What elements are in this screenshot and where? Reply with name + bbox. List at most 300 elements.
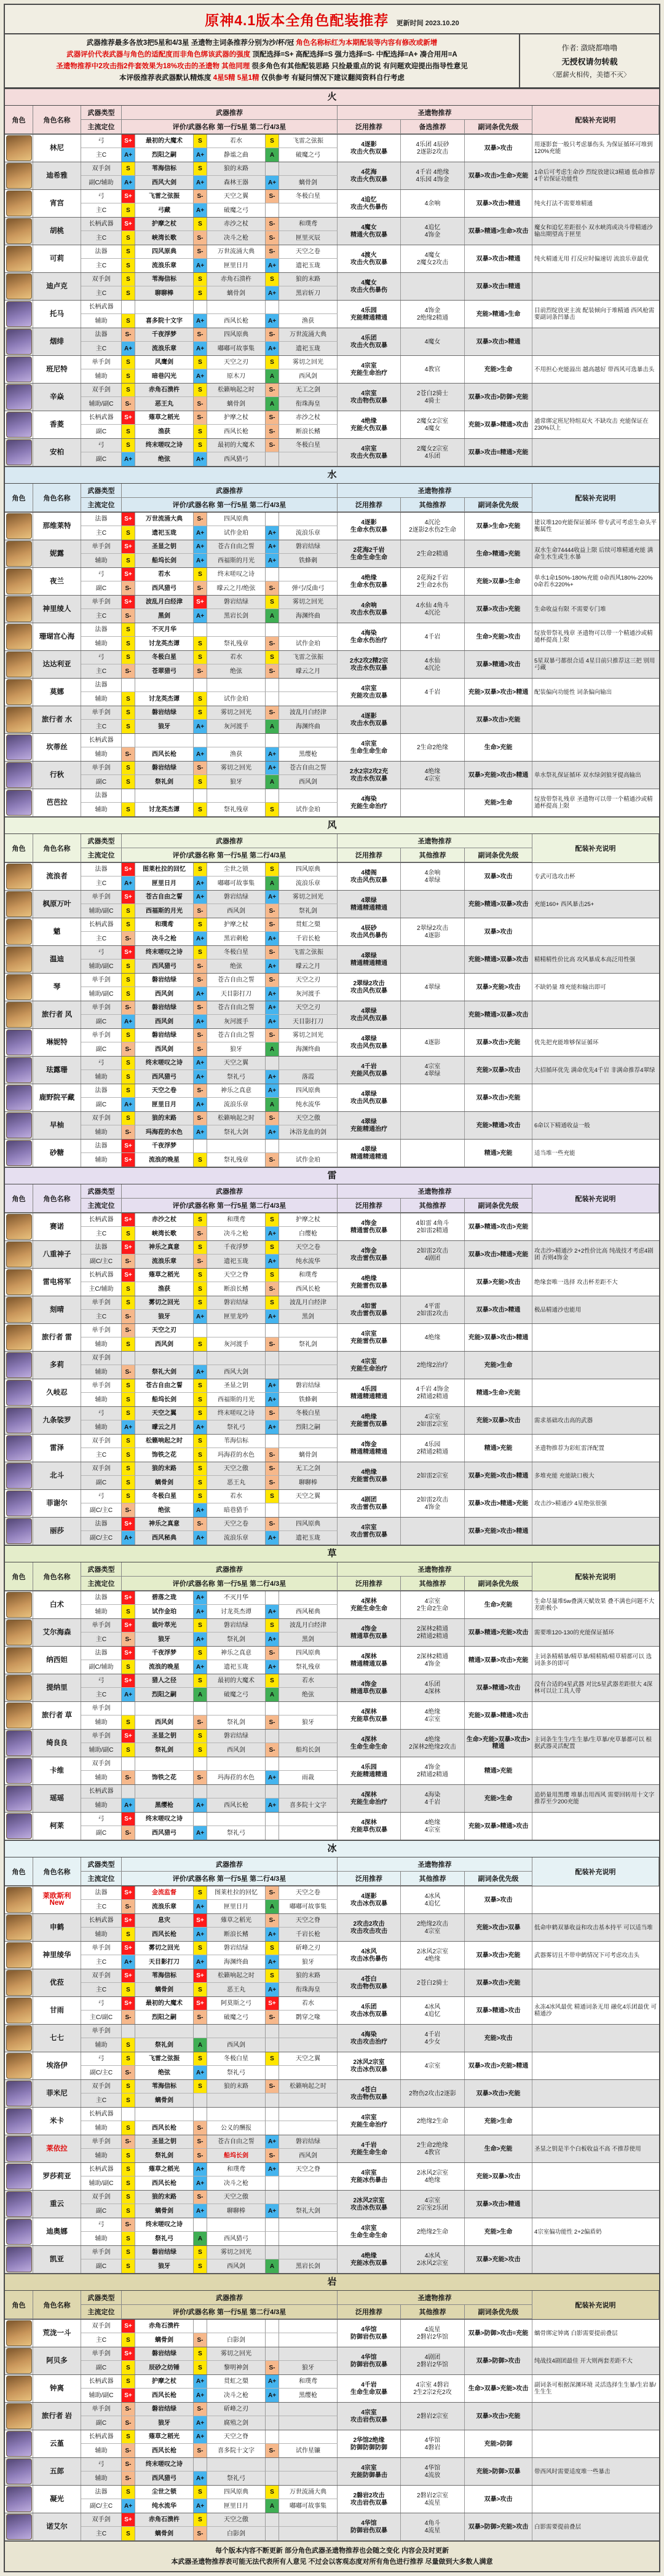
- weapon-type: 单手剑: [81, 1942, 122, 1955]
- rating-badge: S: [122, 803, 135, 816]
- artifact-mainstats: 攻击火伤暴伤: [350, 203, 387, 211]
- weapon-name: 灰河渡手: [279, 987, 338, 1001]
- artifact-alt-line: 4流星: [424, 2326, 441, 2333]
- weapon-type: 弓: [81, 568, 122, 581]
- rating-badge: A+: [194, 1798, 207, 1812]
- rating-badge: [266, 679, 279, 692]
- rating-badge: [266, 2246, 279, 2259]
- artifact-set: 4绝缘: [361, 1413, 377, 1420]
- artifact-alternatives: [401, 918, 465, 945]
- rating-badge: S-: [122, 1324, 135, 1337]
- weapon-name: 最初的大魔术: [207, 439, 266, 452]
- artifact-mainstats: 精通草伤双暴: [350, 1688, 387, 1695]
- artifact-set: 4余响: [361, 602, 377, 609]
- weapon-name: 西风剑: [207, 904, 266, 918]
- character-row: [5, 190, 659, 218]
- rating-badge: S: [122, 2080, 135, 2093]
- avatar-portrait: [6, 2459, 32, 2484]
- weapon-type: 法器: [81, 513, 122, 526]
- rating-badge: [194, 2320, 207, 2333]
- rating-badge: S: [122, 775, 135, 789]
- weapon-name: [279, 1503, 338, 1517]
- rating-badge: S: [122, 2121, 135, 2135]
- rating-badge: S: [266, 1269, 279, 1282]
- character-name-text: 八重神子: [42, 1250, 71, 1258]
- rating-badge: S: [194, 2361, 207, 2374]
- artifact-set: 4逐影: [361, 141, 377, 148]
- weapon-name: 饰铁之花: [135, 1448, 194, 1462]
- rating-badge: S: [266, 1969, 279, 1983]
- weapon-name: 祭礼大剑: [279, 2204, 338, 2218]
- column-header-cell: 泛用推荐: [338, 498, 401, 512]
- character-name-text: 琴: [53, 983, 61, 991]
- rating-badge: A+: [266, 176, 279, 189]
- artifact-set: 4宗室: [361, 740, 377, 747]
- rating-badge: S-: [266, 1886, 279, 1900]
- artifact-alternatives: [401, 1619, 465, 1646]
- artifact-set: 4魔女: [361, 224, 377, 231]
- rating-badge: S+: [122, 1269, 135, 1282]
- supplementary-note: [532, 1324, 659, 1351]
- artifact-mainstats: 防御岩伤双暴: [350, 2527, 387, 2534]
- character-row: [5, 1213, 659, 1241]
- rating-badge: S-: [194, 2135, 207, 2149]
- character-avatar: [5, 789, 33, 816]
- weapon-name: 贯虹之槊: [279, 918, 338, 932]
- rating-badge: S-: [122, 1042, 135, 1056]
- rating-badge: A+: [194, 891, 207, 904]
- character-name-text: 枫原万叶: [42, 900, 71, 908]
- weapon-name: 西风猎弓: [135, 959, 194, 973]
- rating-badge: S: [122, 356, 135, 369]
- column-header: [5, 1184, 659, 1213]
- column-header-cell: 角色: [5, 484, 33, 512]
- weapon-name: 嘟嘟可故事集: [207, 876, 266, 890]
- artifact-alt-line: 2如雷2宗室: [416, 1472, 449, 1479]
- character-avatar: [5, 596, 33, 623]
- rating-badge: S-: [194, 2011, 207, 2024]
- avatar-portrait: [6, 1380, 32, 1406]
- character-name-text: 芭芭拉: [46, 798, 68, 806]
- weapon-name: 狼牙: [135, 1633, 194, 1646]
- weapon-name: 天空之刃: [279, 1001, 338, 1015]
- artifact-set: 2冰风2宗室: [353, 2058, 385, 2066]
- artifact-general: [338, 623, 401, 650]
- weapon-name: 流浪乐章: [207, 1098, 266, 1111]
- artifact-alt-line: 2磐岩2宗室: [416, 2413, 449, 2420]
- artifact-set: 4深林: [361, 1791, 377, 1798]
- weapon-name: 纯水流华: [279, 1098, 338, 1111]
- supplementary-note: [532, 706, 659, 733]
- column-header-cell: 武器类型: [81, 1562, 122, 1577]
- avatar-portrait: [6, 1970, 32, 1996]
- avatar-portrait: [6, 1887, 32, 1913]
- role-position: 辅助: [81, 1125, 122, 1139]
- character-name: [33, 734, 81, 761]
- role-position: 副C: [81, 452, 122, 466]
- role-position: 主C: [81, 148, 122, 162]
- column-header-cell: 评价/武器名称 第一行5星 第二行4/3星: [122, 1872, 338, 1886]
- weapon-name: [207, 2108, 266, 2121]
- rating-badge: S-: [266, 1518, 279, 1531]
- weapon-name: [279, 513, 338, 526]
- rating-badge: S-: [194, 1001, 207, 1015]
- artifact-general: [338, 1407, 401, 1434]
- role-position: 副C: [81, 2259, 122, 2273]
- role-position: 主C: [81, 1983, 122, 1996]
- weapon-name: 黑缨枪: [279, 2389, 338, 2402]
- avatar-portrait: [6, 2403, 32, 2429]
- weapon-name: 天目影打刀: [135, 1955, 194, 1969]
- weapon-name: 天空之刃: [279, 974, 338, 987]
- character-avatar: [5, 1213, 33, 1240]
- rating-badge: S: [122, 1282, 135, 1296]
- artifact-alt-line: 4绝缘: [424, 1736, 441, 1743]
- avatar-portrait: [6, 2164, 32, 2189]
- artifact-alternatives: [401, 301, 465, 328]
- weapon-name: 天空之卷: [279, 245, 338, 259]
- character-row: [5, 1057, 659, 1084]
- column-header-cell: 角色名称: [33, 2291, 81, 2319]
- weapon-name: 西风长枪: [207, 1798, 266, 1812]
- character-avatar: [5, 301, 33, 328]
- avatar-portrait: [6, 974, 32, 1000]
- weapon-name: 西风秘典: [279, 1605, 338, 1618]
- weapon-name: [279, 2232, 338, 2245]
- weapon-type: 单手剑: [81, 1702, 122, 1715]
- weapon-name: 千岩长枪: [279, 1928, 338, 1941]
- artifact-general: [338, 2052, 401, 2079]
- artifact-set: 2花海2千岩: [353, 546, 385, 554]
- supplementary-note: [532, 1757, 659, 1784]
- weapon-name: 斫峰之刃: [279, 1942, 338, 1955]
- rating-badge: A+: [194, 1928, 207, 1941]
- artifact-mainstats: 精通精通双暴: [350, 1660, 387, 1668]
- avatar-portrait: [6, 1408, 32, 1433]
- artifact-alternatives: [401, 2486, 465, 2513]
- character-name-text: 早柚: [50, 1121, 64, 1129]
- weapon-name: [279, 1352, 338, 1365]
- column-header-cell: 评价/武器名称 第一行5星 第二行4/3星: [122, 120, 338, 134]
- note-line: [9, 73, 515, 84]
- weapon-name: 烈阳之嗣: [135, 1688, 194, 1701]
- substat-priority: 充能>双暴>攻击: [465, 1057, 532, 1084]
- artifact-alt-line: 2绝缘2治疗: [416, 1361, 449, 1369]
- rating-badge: S+: [122, 1674, 135, 1688]
- character-avatar: [5, 2486, 33, 2513]
- character-name-text: 妮露: [50, 549, 64, 557]
- weapon-name: 碧落之珑: [135, 1591, 194, 1605]
- character-name: [33, 1352, 81, 1379]
- role-position: 主C: [81, 664, 122, 678]
- rating-badge: S: [122, 1462, 135, 1476]
- artifact-mainstats: 充能生命治疗: [350, 369, 387, 377]
- rating-badge: S: [122, 706, 135, 720]
- character-row: [5, 891, 659, 918]
- rating-badge: S: [194, 1269, 207, 1282]
- rating-badge: A+: [194, 2472, 207, 2485]
- weapon-name: 护摩之杖: [207, 918, 266, 932]
- character-row: [5, 651, 659, 679]
- weapon-name: 冬极白星: [135, 651, 194, 664]
- weapon-name: 狼牙: [279, 1955, 338, 1969]
- artifact-general: [338, 1886, 401, 1913]
- rating-badge: A+: [194, 314, 207, 328]
- character-name: [33, 1730, 81, 1757]
- weapon-name: 雾切之回光: [207, 706, 266, 720]
- weapon-type: 弓: [81, 1813, 122, 1826]
- artifact-general: [338, 2347, 401, 2374]
- note-segment: 圣遗物推荐中2攻击指2件套效果为18%攻击的圣遗物 其他同理: [56, 63, 252, 70]
- artifact-mainstats: 攻击风伤双暴: [350, 1098, 387, 1105]
- character-row: [5, 762, 659, 789]
- weapon-name: 雾切之回光: [279, 891, 338, 904]
- character-row: [5, 1674, 659, 1702]
- weapon-name: 西风剑: [207, 2259, 266, 2273]
- rating-badge: S: [266, 2052, 279, 2066]
- artifact-alternatives: [401, 1757, 465, 1784]
- character-name-text: 绮良良: [46, 1739, 68, 1747]
- artifact-set: 4翠绿: [361, 1035, 377, 1042]
- rating-badge: A+: [194, 148, 207, 162]
- weapon-name: 祭礼弓: [207, 2472, 266, 2485]
- character-name-text: 菲谢尔: [46, 1499, 68, 1507]
- artifact-alt-line: 4魔女: [424, 338, 441, 345]
- rating-badge: [266, 1730, 279, 1743]
- rating-badge: S: [194, 692, 207, 706]
- column-header-cell: 角色: [5, 834, 33, 862]
- rating-badge: [194, 734, 207, 747]
- column-header-cell: 评价/武器名称 第一行5星 第二行4/3星: [122, 498, 338, 512]
- artifact-mainstats: 充能生命生命: [350, 2149, 387, 2156]
- role-position: 副C: [81, 2361, 122, 2374]
- rating-badge: S: [194, 1241, 207, 1255]
- character-row: [5, 1407, 659, 1435]
- rating-badge: A+: [122, 452, 135, 466]
- rating-badge: S: [122, 1448, 135, 1462]
- substat-priority: 双暴>充能>攻击: [465, 974, 532, 1001]
- weapon-name: 狼的末路: [207, 162, 266, 176]
- weapon-name: 祭礼剑: [135, 2149, 194, 2162]
- weapon-type: 双手剑: [81, 384, 122, 397]
- character-avatar: [5, 2163, 33, 2190]
- weapon-name: 不灭月华: [135, 623, 194, 637]
- rating-badge: [266, 1324, 279, 1337]
- weapon-name: 螭骨剑: [207, 286, 266, 300]
- weapon-name: 无工之剑: [279, 384, 338, 397]
- weapon-name: 祭礼弓: [135, 2232, 194, 2245]
- weapon-name: 西风剑: [135, 1337, 194, 1351]
- rating-badge: S: [194, 706, 207, 720]
- artifact-mainstats: 充能精通精通: [350, 1771, 387, 1778]
- supplementary-note: 生命收益有限 不需要专门堆: [534, 605, 606, 613]
- artifact-alt-line: 4翠绿: [424, 1070, 441, 1077]
- substat-priority: 双暴>充能>攻击: [465, 2246, 532, 2273]
- role-position: 辅助: [81, 2444, 122, 2457]
- avatar-portrait: [6, 1786, 32, 1811]
- avatar-portrait: [6, 1269, 32, 1295]
- rating-badge: S-: [122, 609, 135, 623]
- avatar-portrait: [6, 596, 32, 622]
- weapon-name: 黑剑: [279, 1633, 338, 1646]
- avatar-portrait: [6, 762, 32, 788]
- artifact-general: [338, 1813, 401, 1840]
- column-header-cell: 配装补充说明: [532, 106, 659, 134]
- rating-badge: S+: [194, 1997, 207, 2011]
- character-row: [5, 568, 659, 596]
- character-name-text: 刻晴: [50, 1306, 64, 1314]
- rating-badge: S: [122, 2333, 135, 2347]
- weapon-name: [279, 623, 338, 637]
- supplementary-note: [532, 1001, 659, 1028]
- rating-badge: S: [194, 2347, 207, 2361]
- column-header-cell: 角色名称: [33, 1857, 81, 1886]
- character-name-text: 五郎: [50, 2467, 64, 2475]
- weapon-name: 嘟嘟可故事集: [279, 2499, 338, 2513]
- weapon-name: [135, 1702, 194, 1715]
- artifact-alternatives: [401, 1591, 465, 1618]
- artifact-set: 4魔女: [361, 279, 377, 286]
- rating-badge: A+: [266, 1955, 279, 1969]
- artifact-alternatives: [401, 1730, 465, 1757]
- weapon-type: 法器: [81, 328, 122, 342]
- avatar-portrait: [6, 1002, 32, 1028]
- weapon-name: 万世流涌大典: [207, 245, 266, 259]
- weapon-name: 西风猎弓: [207, 452, 266, 466]
- substat-priority: 双暴>精通>攻击: [465, 1674, 532, 1701]
- rating-badge: S: [194, 2080, 207, 2093]
- character-name: [33, 1112, 81, 1139]
- supplementary-note: [532, 2163, 659, 2190]
- character-row: [5, 1997, 659, 2025]
- character-name-text: 旅行者 草: [41, 1711, 73, 1719]
- rating-badge: A+: [122, 342, 135, 355]
- weapon-name: [135, 2108, 194, 2121]
- role-position: 主C: [81, 720, 122, 733]
- weapon-name: 天空之卷: [279, 1241, 338, 1255]
- rating-badge: S-: [194, 664, 207, 678]
- artifact-mainstats: 生命生命双暴: [350, 2389, 387, 2396]
- character-name-text: 托马: [50, 310, 64, 318]
- artifact-alternatives: [401, 2403, 465, 2430]
- weapon-name: [279, 2218, 338, 2232]
- character-avatar: [5, 1785, 33, 1812]
- artifact-alt-line: 2精通2精通: [416, 1633, 449, 1640]
- rating-badge: [266, 1813, 279, 1826]
- rating-badge: [266, 2416, 279, 2430]
- weapon-type: 弓: [81, 2458, 122, 2472]
- weapon-name: 雾切之回光: [279, 596, 338, 609]
- character-name: [33, 513, 81, 540]
- artifact-set: 4追忆: [361, 196, 377, 203]
- rating-badge: S: [194, 637, 207, 650]
- rating-badge: S: [122, 1112, 135, 1125]
- role-position: 主C: [81, 932, 122, 945]
- weapon-name: 天空之卷: [279, 1886, 338, 1900]
- supplementary-note: 攻击沙>精通沙 4星绝弦很强: [534, 1500, 607, 1507]
- weapon-name: 暗巷闪光: [135, 369, 194, 383]
- supplementary-note: 没有合适的4星武器 对比5星武器差距很大 4深林可以让工具人带: [534, 1681, 653, 1695]
- role-position: 副C/主C: [81, 1255, 122, 1268]
- weapon-name: [279, 2066, 338, 2079]
- weapon-name: 最初的大魔术: [207, 1674, 266, 1688]
- rating-badge: [122, 789, 135, 803]
- supplementary-note: 圣显之钥是半个白板收益不高 不推荐使用: [534, 2145, 641, 2153]
- weapon-name: 苍古自由之誓: [207, 540, 266, 554]
- character-name-text: 温迪: [50, 955, 64, 963]
- character-row: [5, 1619, 659, 1647]
- weapon-name: 尘世之锁: [135, 2486, 194, 2499]
- supplementary-note: [532, 2108, 659, 2135]
- artifact-general: [338, 1647, 401, 1674]
- role-position: 主C: [81, 203, 122, 217]
- artifact-set: 4乐园: [361, 1385, 377, 1393]
- substat-priority: 充能>防御>双暴: [465, 2458, 532, 2485]
- rating-badge: A+: [194, 2163, 207, 2176]
- artifact-alternatives: [401, 1969, 465, 1996]
- weapon-name: 破魔之弓: [207, 2011, 266, 2024]
- rating-badge: S: [194, 162, 207, 176]
- weapon-type: 法器: [81, 1518, 122, 1531]
- tier-table: [5, 89, 659, 2541]
- weapon-name: 若水: [279, 1674, 338, 1688]
- substat-priority: 精通>双暴>攻击>充能: [465, 1647, 532, 1674]
- rating-badge: A+: [194, 876, 207, 890]
- substat-priority: 充能>双暴>攻击>精通: [465, 1324, 532, 1351]
- weapon-name: 船坞长剑: [135, 554, 194, 567]
- artifact-alt-line: 4水仙: [424, 657, 441, 664]
- weapon-name: 四风原典: [279, 863, 338, 876]
- weapon-name: 雾切之回光: [207, 762, 266, 775]
- rating-badge: S: [122, 1476, 135, 1489]
- rating-badge: A: [194, 2232, 207, 2245]
- artifact-alt-line: 4宗室: [424, 1063, 441, 1070]
- character-name-text: 重云: [50, 2200, 64, 2208]
- character-avatar: [5, 411, 33, 438]
- character-name-text: 林尼: [50, 144, 64, 152]
- rating-badge: A: [266, 720, 279, 733]
- character-name: [33, 891, 81, 918]
- weapon-type: 法器: [81, 1084, 122, 1098]
- weapon-type: 弓: [81, 1674, 122, 1688]
- rating-badge: A+: [266, 959, 279, 973]
- avatar-portrait: [6, 356, 32, 382]
- character-row: [5, 974, 659, 1001]
- artifact-alt-line: 2磐岩2华馆: [416, 2361, 449, 2368]
- weapon-type: 法器: [81, 789, 122, 803]
- role-position: 辅助/副C: [81, 1743, 122, 1757]
- rating-badge: A+: [266, 1531, 279, 1545]
- rating-badge: A+: [266, 2204, 279, 2218]
- artifact-alt-line: 4绝缘: [424, 1819, 441, 1826]
- weapon-name: [279, 2472, 338, 2485]
- artifact-alternatives: [401, 245, 465, 272]
- artifact-alt-line: 4饰金: [424, 231, 441, 238]
- artifact-alt-line: 4宗室: [424, 1597, 441, 1605]
- artifact-alt-line: 2绝缘2精通: [416, 314, 449, 321]
- artifact-alt-line: 4乐园: [424, 1441, 441, 1448]
- weapon-name: 圣显之钥: [135, 540, 194, 554]
- weapon-name: 遗祀玉珑: [279, 259, 338, 272]
- artifact-mainstats: 充能雷伤双暴: [350, 1282, 387, 1290]
- character-name: [33, 328, 81, 355]
- section-title-冰: 冰: [5, 1840, 659, 1857]
- character-row: [5, 734, 659, 762]
- rating-badge: [194, 2093, 207, 2107]
- rating-badge: S: [194, 356, 207, 369]
- weapon-name: 落霞: [279, 1070, 338, 1084]
- artifact-alternatives: [401, 2163, 465, 2190]
